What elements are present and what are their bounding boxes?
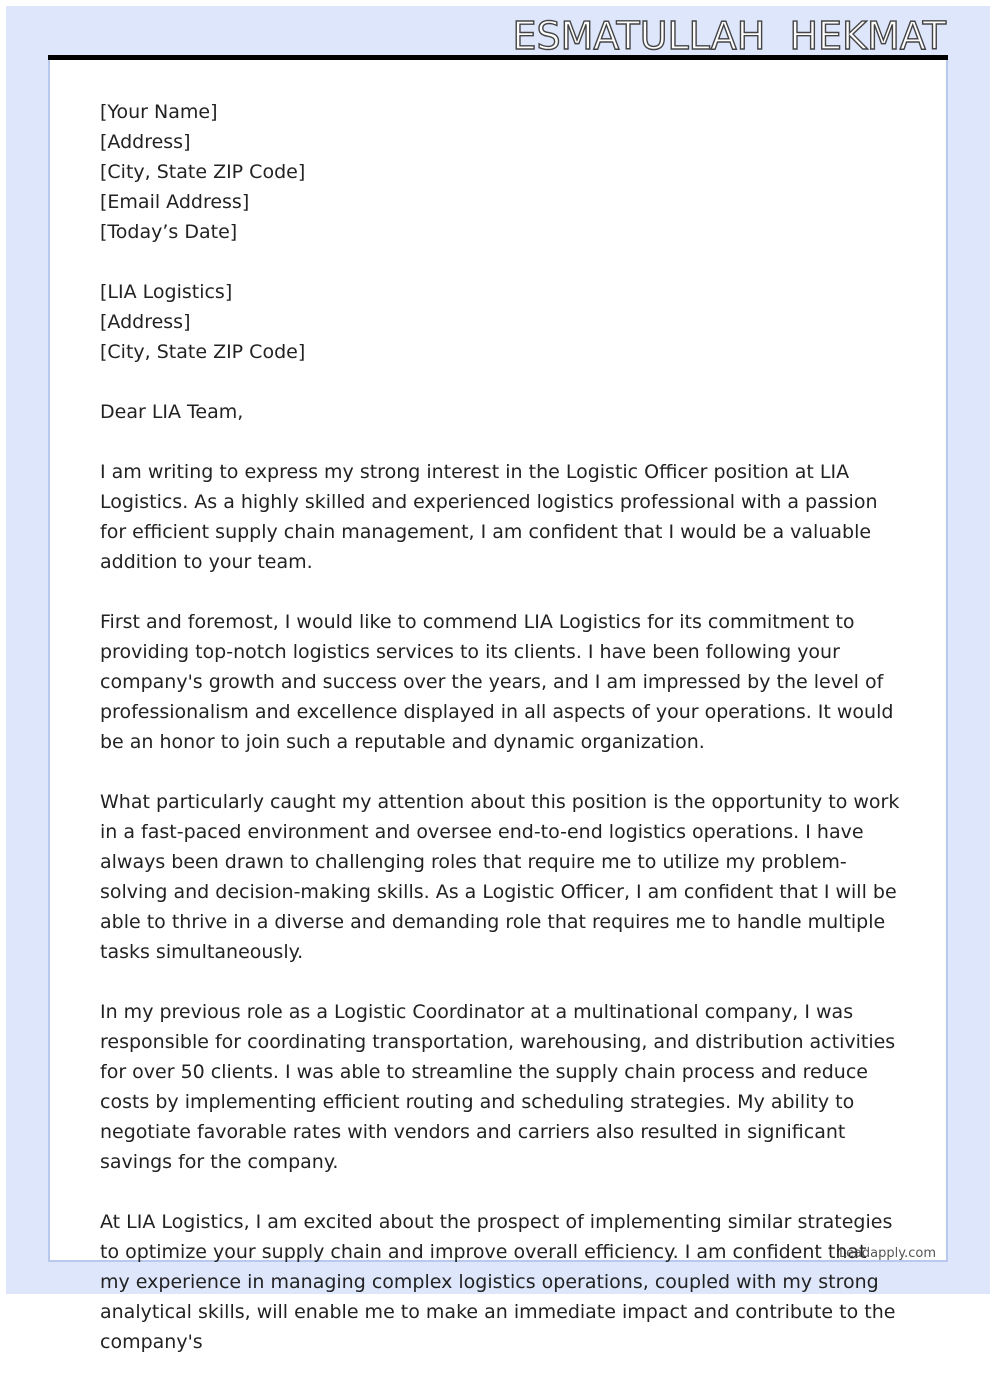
paragraph-company-praise: First and foremost, I would like to commend LIA Logistics for its commitment to providing top-notch logistics services to its clients. I have been following your company's growth and success over the years, and I am impressed by the level of professionalism and excellence displayed in all aspects of your operations. It would be an honor to join such a reputable and dynamic organization.	[100, 611, 894, 753]
paragraph-future-contribution: At LIA Logistics, I am excited about the prospect of implementing similar strategies to optimize your supply chain and improve overall efficiency. I am confident that my experience in managing complex logistics operations, coupled with my strong analytical skills, will enable me to make an immediate impact and contribute to the company's	[100, 1211, 896, 1353]
cover-letter-body	[100, 97, 900, 1387]
sender-name: [Your Name]	[100, 101, 218, 123]
sender-email: [Email Address]	[100, 191, 250, 213]
paragraph-experience: In my previous role as a Logistic Coordinator at a multinational company, I was responsible for coordinating transportation, warehousing, and distribution activities for over 50 clients. I was able to streamline the supply chain process and reduce costs by implementing efficient routing and scheduling strategies. My ability to negotiate favorable rates with vendors and carriers also resulted in significant savings for the company.	[100, 1001, 896, 1173]
paragraph-position-interest: What particularly caught my attention about this position is the opportunity to work in a fast-paced environment and oversee end-to-end logistics operations. I have always been drawn to challenging roles that require me to utilize my problem-solving and decision-making skills. As a Logistic Officer, I am confident that I will be able to thrive in a diverse and demanding role that requires me to handle multiple tasks simultaneously.	[100, 791, 900, 963]
letter-date: [Today’s Date]	[100, 221, 238, 243]
sender-city-state-zip: [City, State ZIP Code]	[100, 161, 306, 183]
recipient-block	[100, 277, 900, 367]
watermark-text: Leadapply.com	[838, 1246, 936, 1261]
recipient-company: [LIA Logistics]	[100, 281, 233, 303]
sender-block	[100, 97, 900, 247]
applicant-name-heading: ESMATULLAH HEKMAT	[512, 14, 946, 58]
paragraph-intro: I am writing to express my strong interest in the Logistic Officer position at LIA Logistics. As a highly skilled and experienced logistics professional with a passion for efficient supply chain management, I am confident that I would be a valuable addition to your team.	[100, 461, 878, 573]
recipient-city-state-zip: [City, State ZIP Code]	[100, 341, 306, 363]
salutation: Dear LIA Team,	[100, 401, 244, 423]
sender-address: [Address]	[100, 131, 191, 153]
recipient-address: [Address]	[100, 311, 191, 333]
